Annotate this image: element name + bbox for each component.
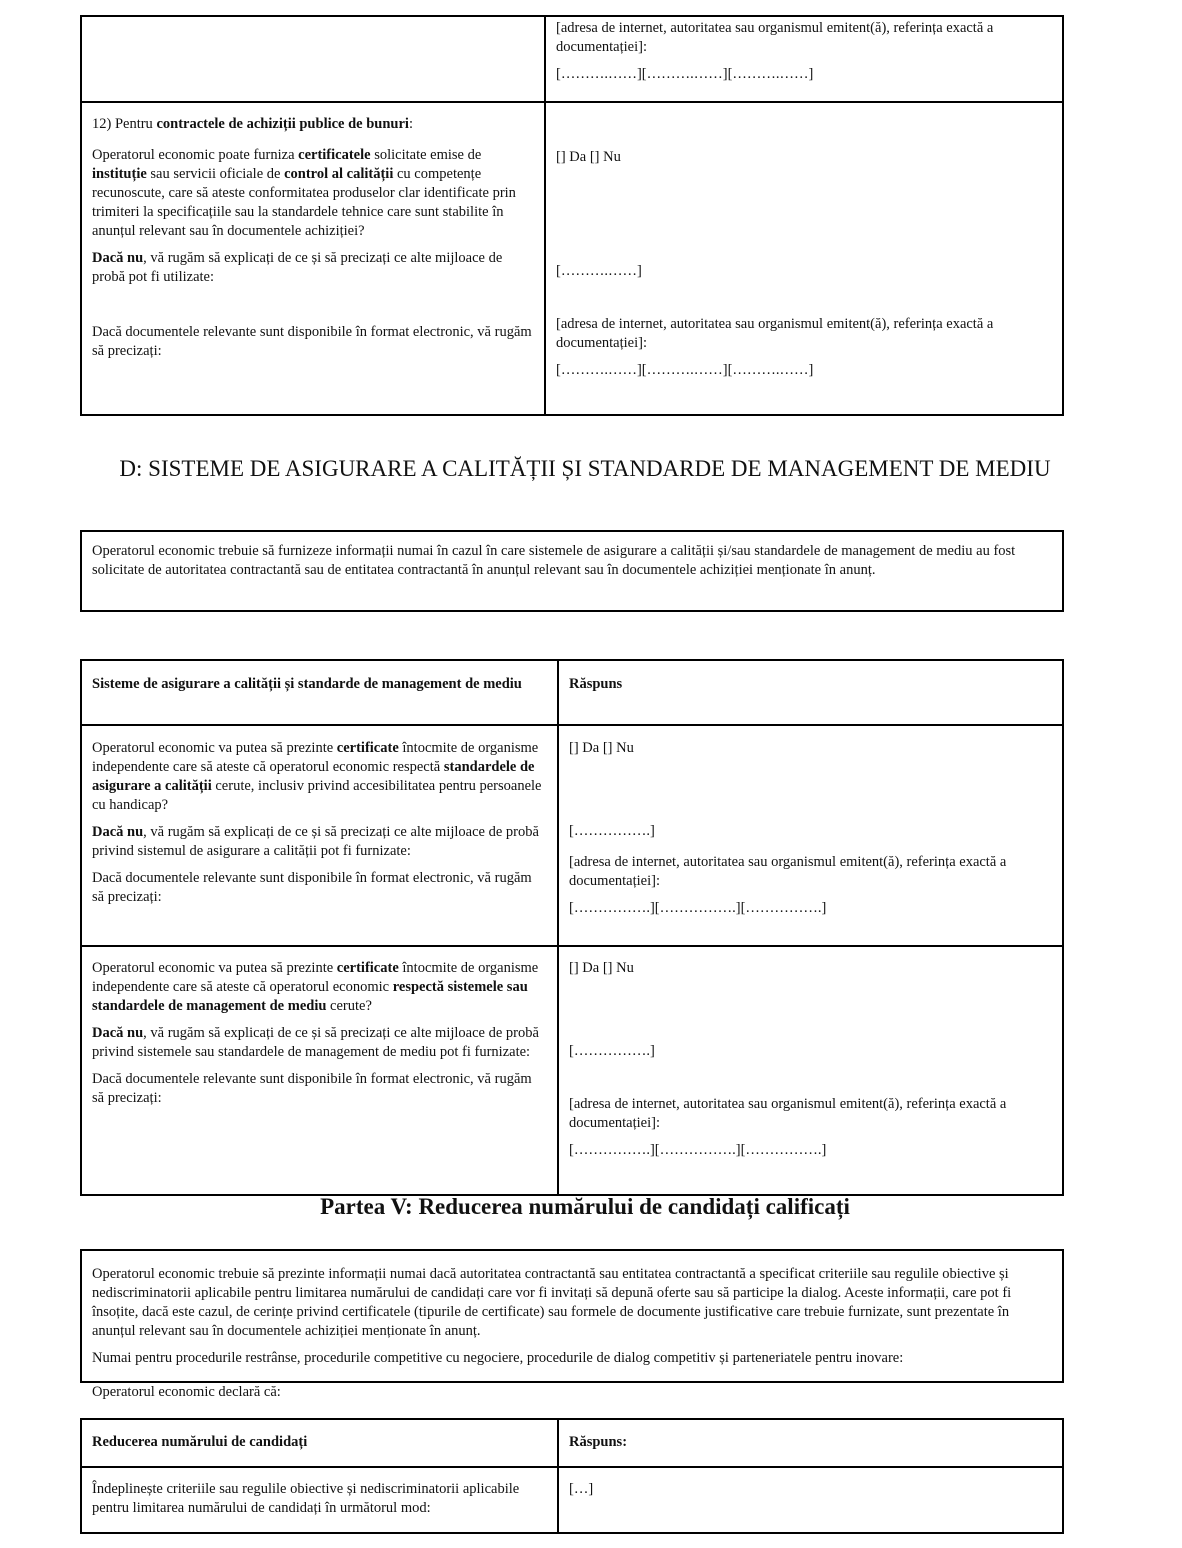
bold-span: certificatele — [298, 147, 371, 163]
question-cell — [82, 103, 546, 414]
table-header-row — [82, 661, 1062, 724]
certificates-question — [92, 146, 534, 241]
quality-systems-table — [80, 659, 1064, 1196]
header-label: Răspuns: — [569, 1434, 628, 1450]
header-cell — [82, 661, 559, 724]
if-no-question — [92, 1024, 547, 1062]
answer-placeholder: […] — [569, 1481, 594, 1497]
electronic-docs-question: Dacă documentele relevante sunt disponibile în format electronic, vă rugăm să precizați: — [92, 1071, 532, 1106]
certificates-question — [92, 959, 547, 1016]
electronic-docs-question: Dacă documentele relevante sunt disponibile în format electronic, vă rugăm să precizați: — [92, 324, 532, 359]
question-cell — [82, 1468, 559, 1532]
table-row — [82, 724, 1062, 945]
note-text: Operatorul economic trebuie să prezinte informații numai dacă autoritatea contractantă sau entitatea contractantă a specificat criteriile sau regulile obiective și nediscriminatorii aplicabile pentru limitarea numărului de candidați care vor fi invitați să depună oferte sau să participe la dialog. Aceste informații, care pot fi însoțite, dacă este cazul, de cerințe privind certificatele (tipurile de certificate) sau formele de documente justificative care trebuie furnizate, sunt prezentate în anunțul relevant sau în documentele achiziției menționate în anunț. — [92, 1266, 1012, 1339]
table-row — [82, 945, 1062, 1194]
header-cell — [82, 1420, 559, 1466]
text-span: , vă rugăm să explicați de ce și să precizați ce alte mijloace de probă pot fi utilizate: — [92, 250, 503, 285]
reference-brackets: [……….……][……….……][……….……] — [556, 66, 814, 82]
text-span: întocmite de organisme independente care să ateste că operatorul economic respectă — [92, 740, 539, 775]
text-span: Operatorul economic va putea să prezinte — [92, 740, 337, 756]
header-label: Răspuns — [569, 676, 623, 692]
header-label: Reducerea numărului de candidați — [92, 1434, 308, 1450]
table-header-row — [82, 1420, 1062, 1466]
text-span: sau servicii oficiale de — [146, 166, 285, 182]
text-span: cerute, inclusiv privind accesibilitatea pentru persoanele cu handicap? — [92, 778, 542, 813]
bold-span: standardele de asigurare a calității — [92, 759, 535, 794]
text-span: Operatorul economic poate furniza — [92, 147, 299, 163]
part-v-title: Partea V: Reducerea numărului de candidați calificați — [320, 1194, 850, 1219]
question-cell — [82, 947, 559, 1194]
question-heading — [92, 115, 534, 134]
note-text: Numai pentru procedurile restrânse, procedurile competitive cu negociere, procedurile de dialog competitiv și parteneriatele pentru inovare: — [92, 1350, 904, 1366]
text-span: , vă rugăm să explicați de ce și să precizați ce alte mijloace de probă privind sistemele sau standardele de management de mediu pot fi furnizate: — [92, 1025, 539, 1060]
reference-placeholder: [adresa de internet, autoritatea sau organismul emitent(ă), referința exactă a documentației]: — [569, 854, 1007, 889]
yes-no-answer: [] Da [] Nu — [556, 149, 621, 165]
supply-certificates-table — [80, 15, 1064, 416]
question-end: : — [408, 116, 413, 132]
part-v-note — [80, 1249, 1064, 1383]
reference-placeholder: [adresa de internet, autoritatea sau organismul emitent(ă), referința exactă a documentației]: — [556, 20, 994, 55]
answer-cell — [559, 726, 1062, 945]
certificates-question — [92, 739, 547, 815]
bold-span: respectă sistemele sau standardele de management de mediu — [92, 979, 528, 1014]
text-span: Operatorul economic va putea să prezinte — [92, 960, 337, 976]
header-cell — [559, 661, 1062, 724]
reduction-table — [80, 1418, 1064, 1534]
header-label: Sisteme de asigurare a calității și standarde de management de mediu — [92, 676, 522, 692]
bold-span: Dacă nu — [92, 250, 144, 266]
header-cell — [559, 1420, 1062, 1466]
text-span: solicitate emise de — [370, 147, 482, 163]
table-row — [82, 101, 1062, 414]
bold-span: instituție — [92, 166, 147, 182]
explain-placeholder: [……….……] — [556, 263, 642, 279]
table-row — [82, 17, 1062, 101]
empty-cell — [82, 17, 546, 101]
reference-placeholder: [adresa de internet, autoritatea sau organismul emitent(ă), referința exactă a documentației]: — [569, 1096, 1007, 1131]
yes-no-answer: [] Da [] Nu — [569, 740, 634, 756]
question-bold: contractele de achiziții publice de bunuri — [156, 116, 409, 132]
table-row — [82, 1466, 1062, 1532]
electronic-docs-question: Dacă documentele relevante sunt disponibile în format electronic, vă rugăm să precizați: — [92, 870, 532, 905]
note-text: Operatorul economic trebuie să furnizeze informații numai în cazul în care sistemele de asigurare a calității și/sau standardele de management de mediu au fost solicitate de autoritatea contractantă sau de entitatea contractantă în anunțul relevant sau în documentele achiziției menționate în anunț. — [92, 543, 1016, 578]
reference-brackets: […………….][…………….][…………….] — [569, 1142, 827, 1158]
answer-cell — [546, 17, 1062, 101]
yes-no-answer: [] Da [] Nu — [569, 960, 634, 976]
criteria-text: Îndeplinește criteriile sau regulile obiective și nediscriminatorii aplicabile pentru limitarea numărului de candidați în următorul mod: — [92, 1481, 520, 1516]
section-d-note — [80, 530, 1064, 612]
text-span: întocmite de organisme independente care să ateste că operatorul economic — [92, 960, 539, 995]
bold-span: certificate — [336, 740, 399, 756]
reference-brackets: [……….……][……….……][……….……] — [556, 362, 814, 378]
answer-cell — [559, 1468, 1062, 1532]
answer-cell — [546, 103, 1062, 414]
reference-brackets: […………….][…………….][…………….] — [569, 900, 827, 916]
explain-placeholder: […………….] — [569, 823, 655, 839]
bold-span: Dacă nu — [92, 824, 144, 840]
question-cell — [82, 726, 559, 945]
text-span: cerute? — [326, 998, 372, 1014]
bold-span: Dacă nu — [92, 1025, 144, 1041]
section-d-title: D: SISTEME DE ASIGURARE A CALITĂȚII ȘI STANDARDE DE MANAGEMENT DE MEDIU — [119, 456, 1051, 481]
bold-span: control al calității — [284, 166, 394, 182]
answer-cell — [559, 947, 1062, 1194]
bold-span: certificate — [336, 960, 399, 976]
reference-placeholder: [adresa de internet, autoritatea sau organismul emitent(ă), referința exactă a documentației]: — [556, 316, 994, 351]
declaration-text: Operatorul economic declară că: — [92, 1384, 281, 1400]
explain-placeholder: […………….] — [569, 1043, 655, 1059]
if-no-question — [92, 249, 534, 287]
text-span: cu competențe recunoscute, care să ateste conformitatea produselor clar identificate prin trimiteri la specificațiile sau la standardele tehnice care sunt stabilite în anunțul relevant sau în documentele achiziției? — [92, 166, 516, 239]
text-span: , vă rugăm să explicați de ce și să precizați ce alte mijloace de probă privind sistemul de asigurare a calității pot fi furnizate: — [92, 824, 539, 859]
question-number: 12) Pentru — [92, 116, 157, 132]
if-no-question — [92, 823, 547, 861]
